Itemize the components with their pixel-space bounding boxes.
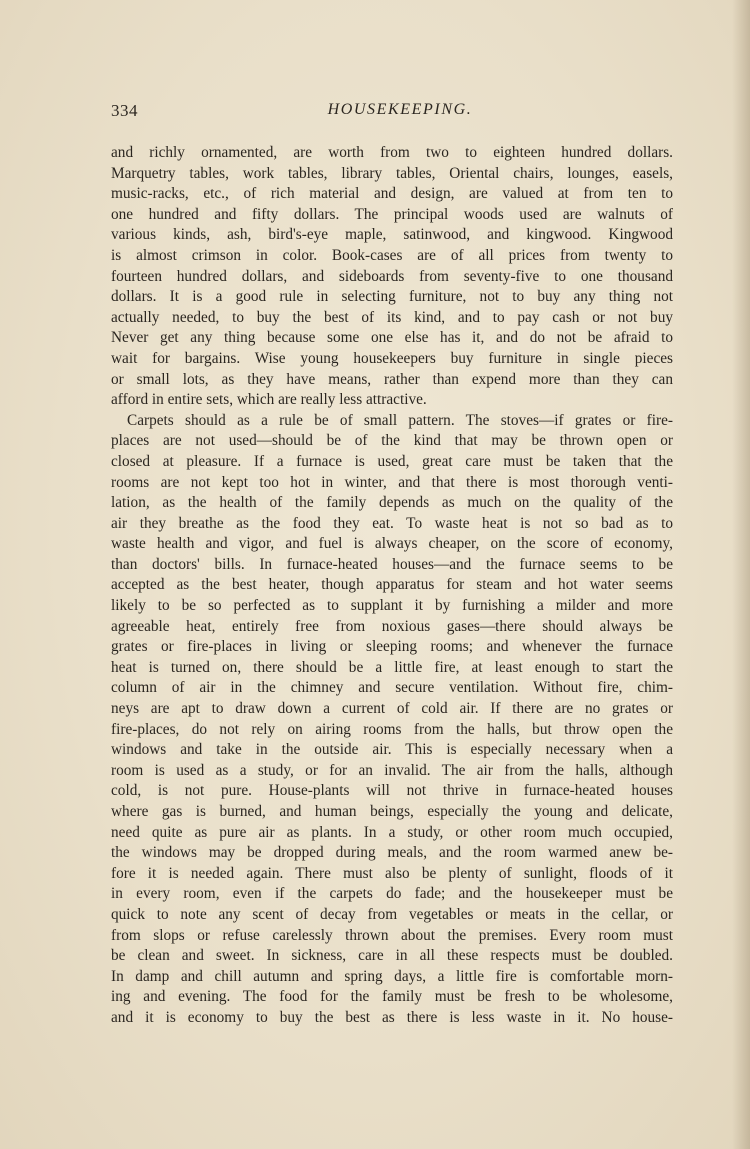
page-header: [111, 101, 673, 127]
text-line: or small lots, as they have means, rather than expend more than they can: [111, 370, 673, 388]
text-line: accepted as the best heater, though apparatus for steam and hot water seems: [111, 576, 673, 594]
body-text: [111, 143, 673, 1029]
text-line: fore it is needed again. There must also be plenty of sunlight, floods of it: [111, 864, 673, 882]
text-line: and it is economy to buy the best as there is less waste in it. No house-: [111, 1008, 673, 1026]
text-line: the windows may be dropped during meals, and the room warmed anew be-: [111, 844, 673, 862]
text-line: afford in entire sets, which are really less attractive.: [111, 391, 427, 409]
text-line: be clean and sweet. In sickness, care in all these respects must be doubled.: [111, 947, 673, 965]
text-line: is almost crimson in color. Book-cases are of all prices from twenty to: [111, 246, 673, 264]
text-line: rooms are not kept too hot in winter, and that there is most thorough venti-: [111, 473, 673, 491]
text-line: actually needed, to buy the best of its kind, and to pay cash or not buy: [111, 308, 673, 326]
text-line: various kinds, ash, bird's-eye maple, satinwood, and kingwood. Kingwood: [111, 226, 673, 244]
text-line: than doctors' bills. In furnace-heated houses—and the furnace seems to be: [111, 555, 673, 573]
text-line: agreeable heat, entirely free from noxious gases—there should always be: [111, 617, 673, 635]
text-line: fourteen hundred dollars, and sideboards from seventy-five to one thousand: [111, 267, 673, 285]
running-title: HOUSEKEEPING.: [327, 101, 473, 118]
text-line: music-racks, etc., of rich material and design, are valued at from ten to: [111, 185, 673, 203]
text-line: lation, as the health of the family depends as much on the quality of the: [111, 494, 673, 512]
page-number: 334: [111, 101, 138, 120]
text-line: and richly ornamented, are worth from two to eighteen hundred dollars.: [111, 144, 673, 161]
text-line: Marquetry tables, work tables, library tables, Oriental chairs, lounges, easels,: [111, 164, 673, 182]
text-line: Never get any thing because some one else has it, and do not be afraid to: [111, 329, 673, 347]
text-line: In damp and chill autumn and spring days, a little fire is comfortable morn-: [111, 967, 673, 985]
text-line: wait for bargains. Wise young housekeepers buy furniture in single pieces: [111, 349, 673, 367]
text-line: in every room, even if the carpets do fade; and the housekeeper must be: [111, 885, 673, 903]
text-line: waste health and vigor, and fuel is always cheaper, on the score of economy,: [111, 535, 673, 553]
text-line: room is used as a study, or for an invalid. The air from the halls, although: [111, 761, 673, 779]
page-edge-shadow: [732, 0, 750, 1149]
text-line: Carpets should as a rule be of small pattern. The stoves—if grates or fire-: [127, 411, 673, 429]
text-line: where gas is burned, and human beings, especially the young and delicate,: [111, 803, 673, 820]
text-line: neys are apt to draw down a current of cold air. If there are no grates or: [111, 700, 673, 718]
text-line: cold, is not pure. House-plants will not thrive in furnace-heated houses: [111, 782, 673, 800]
text-line: heat is turned on, there should be a little fire, at least enough to start the: [111, 658, 673, 676]
text-line: windows and take in the outside air. This is especially necessary when a: [111, 741, 673, 759]
text-line: likely to be so perfected as to supplant it by furnishing a milder and more: [111, 597, 673, 615]
text-line: grates or fire-places in living or sleeping rooms; and whenever the furnace: [111, 638, 673, 656]
text-line: fire-places, do not rely on airing rooms from the halls, but throw open the: [111, 720, 673, 738]
text-line: air they breathe as the food they eat. To waste heat is not so bad as to: [111, 514, 673, 532]
text-line: quick to note any scent of decay from vegetables or meats in the cellar, or: [111, 905, 673, 923]
text-line: column of air in the chimney and secure ventilation. Without fire, chim-: [111, 679, 673, 697]
text-line: ing and evening. The food for the family must be fresh to be wholesome,: [111, 988, 673, 1006]
text-line: one hundred and fifty dollars. The principal woods used are walnuts of: [111, 205, 673, 223]
text-line: need quite as pure air as plants. In a study, or other room much occupied,: [111, 823, 673, 841]
text-line: closed at pleasure. If a furnace is used, great care must be taken that the: [111, 452, 673, 470]
text-line: from slops or refuse carelessly thrown about the premises. Every room must: [111, 926, 673, 944]
text-line: places are not used—should be of the kind that may be thrown open or: [111, 432, 673, 450]
text-line: dollars. It is a good rule in selecting furniture, not to buy any thing not: [111, 288, 673, 306]
